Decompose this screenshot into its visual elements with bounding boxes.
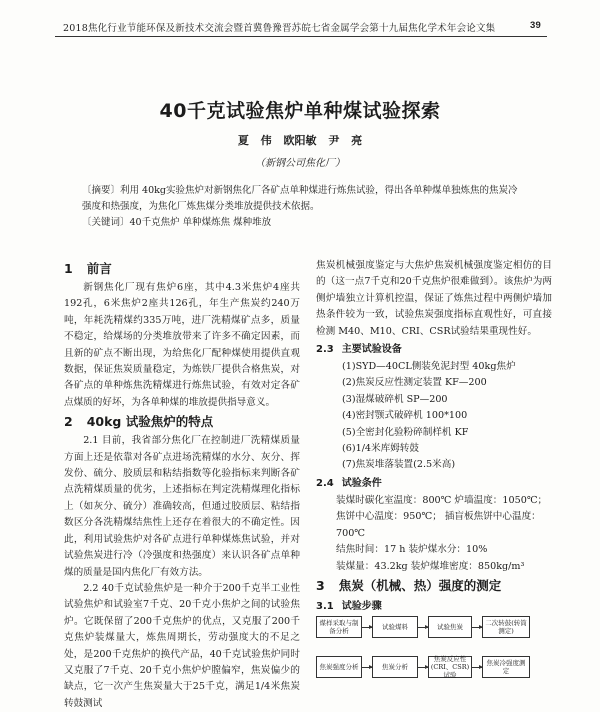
procedure-flowchart [316, 600, 552, 692]
flow-box-reactivity: 焦炭反应性(CRI、CSR)试验 [428, 656, 472, 678]
author-list: 夏 伟 欧阳敏 尹 亮 [237, 134, 363, 147]
condition-line: 装煤量：43.2kg 装炉煤堆密度：850kg/m³ [336, 560, 525, 572]
section-heading-3: 3 焦炭（机械、热）强度的测定 [316, 577, 502, 593]
section-heading-2-4: 2.4 试验条件 [316, 477, 382, 489]
abstract-text: 利用 40kg实验焦炉对新钢焦化厂各矿点单种煤进行炼焦试验，得出各单种煤单独炼焦的焦炭冷强度和热强度，为焦化厂炼焦煤分类堆放提供技术依据。 [82, 185, 518, 212]
affiliation: （新钢公司焦化厂） [255, 158, 345, 169]
abstract [82, 183, 522, 214]
flow-arrow [472, 667, 482, 668]
flow-arrow [362, 667, 372, 668]
list-item: (1)SYD—40CL侧装免泥封型 40kg焦炉 [342, 361, 516, 373]
flow-arrow [418, 667, 428, 668]
flow-box-coke: 试验焦炭 [428, 616, 472, 638]
paragraph: 新钢焦化厂现有焦炉6座，其中4.3米焦炉4座共192孔，6米焦炉2座共126孔，年生产焦炭约240万吨，年耗洗精煤约335万吨，进厂洗精煤矿点多，质量不稳定，给煤场的分类堆放带来了许多不确定因素，而且新的矿点不断出现，为给焦化厂配种煤使用提供直观数据，保证焦炭质量稳定，为炼铁厂提供合格焦炭，对各矿点的单种炼焦洗精煤进行炼焦试验，有效对定各矿点煤质的好坏，为各单种煤的堆放提供指导意义。 [64, 282, 300, 408]
flow-box-coal-charge: 试验煤料 [372, 616, 418, 638]
flow-box-sample-prep: 煤样采取与制备分析 [316, 616, 362, 638]
flow-arrow [472, 627, 482, 628]
list-item: (4)密封颚式破碎机 100*100 [342, 410, 468, 422]
flow-box-drum-test: 二次转鼓(转筒测定) [482, 616, 530, 638]
paragraph: 2.1 目前，我省部分焦化厂在控制进厂洗精煤质量方面上还是依靠对各矿点进场洗精煤的水分、灰分、挥发份、硫分、胶质层和粘结指数等化验指标来判断各矿点洗精煤质量的优劣，上述指标在判定洗精煤理化指标上（如灰分、硫分）准确较高，但通过胶质层、粘结指数区分各洗精煤结焦性上还存在着很大的不确定性。因此，利用试验焦炉对各矿点进行单种煤炼焦试验，并对试验焦炭进行冷（冷强度和热强度）来认识各矿点单种煤的质量是国内焦化厂有效方法。 [64, 435, 300, 578]
equipment-list [316, 359, 552, 474]
paper-title: 40千克试验焦炉单种煤试验探索 [159, 100, 441, 122]
left-column [64, 258, 300, 712]
flow-box-strength-analysis: 焦炭强度分析 [316, 656, 362, 678]
flow-box-coke-analysis: 焦炭分析 [372, 656, 418, 678]
header-divider [55, 36, 547, 37]
paragraph: 2.2 40千克试验焦炉是一种介于200千克半工业性试验焦炉和试验室7千克、20千克小焦炉之间的试验焦炉。它既保留了200千克焦炉的优点，又克服了200千克焦炉装煤量大，炼焦周期长，劳动强度大的不足之处，是200千克焦炉的换代产品，40千克试验焦炉同时又克服了7千克、20千克小焦炉炉膛偏窄，焦炭偏少的缺点，它一次产生焦炭量大于25千克，满足1/4米焦炭转鼓测试 [64, 582, 300, 709]
keywords-label: 〔关键词〕 [82, 217, 130, 228]
section-heading-1: 1 前言 [64, 261, 112, 276]
list-item: (2)焦炭反应性测定装置 KF—200 [342, 377, 487, 389]
keywords [82, 215, 522, 230]
list-item: (7)焦炭堆落装置(2.5米高) [342, 459, 456, 471]
condition-line: 装煤时碳化室温度：800℃ 炉墙温度：1050℃； [336, 494, 548, 506]
condition-line: 焦饼中心温度：950℃； 插盲板焦饼中心温度：700℃ [336, 511, 541, 539]
abstract-label: 〔摘要〕 [82, 185, 121, 196]
section-heading-2: 2 40kg 试验焦炉的特点 [64, 414, 214, 430]
section-heading-3-1: 3.1 试验步骤 [316, 600, 382, 612]
flow-arrow [418, 627, 428, 628]
flow-box-cold-strength: 焦炭冷强度测定 [482, 656, 530, 678]
section-heading-2-3: 2.3 主要试验设备 [316, 344, 402, 356]
page-number: 39 [530, 20, 541, 31]
right-column [316, 258, 552, 616]
list-item: (5)全密封化验粉碎制样机 KF [342, 426, 469, 438]
list-item: (3)湿煤破碎机 SP—200 [342, 393, 448, 405]
flow-arrow [362, 627, 372, 628]
running-title: 2018焦化行业节能环保及新技术交流会暨首冀鲁豫晋苏皖七省金属学会第十九届焦化学术年会论文集 [63, 23, 496, 34]
paragraph: 焦炭机械强度鉴定与大焦炉焦炭机械强度鉴定相仿的目的（这一点7千克和20千克焦炉很难做到）。该焦炉为两侧炉墙独立计算机控温，保证了炼焦过程中两侧炉墙加热条件较为一致，试验焦炭强度指标直观性好，可直接检测 M40、M10、CRI、CSR试验结果重现性好。 [316, 260, 552, 337]
running-header [55, 18, 545, 36]
test-conditions [316, 493, 552, 575]
list-item: (6)1/4米库姆转鼓 [342, 443, 419, 455]
condition-line: 结焦时间：17 h 装炉煤水分：10% [336, 544, 488, 556]
keywords-text: 40千克焦炉 单种煤炼焦 煤种堆放 [129, 217, 272, 228]
